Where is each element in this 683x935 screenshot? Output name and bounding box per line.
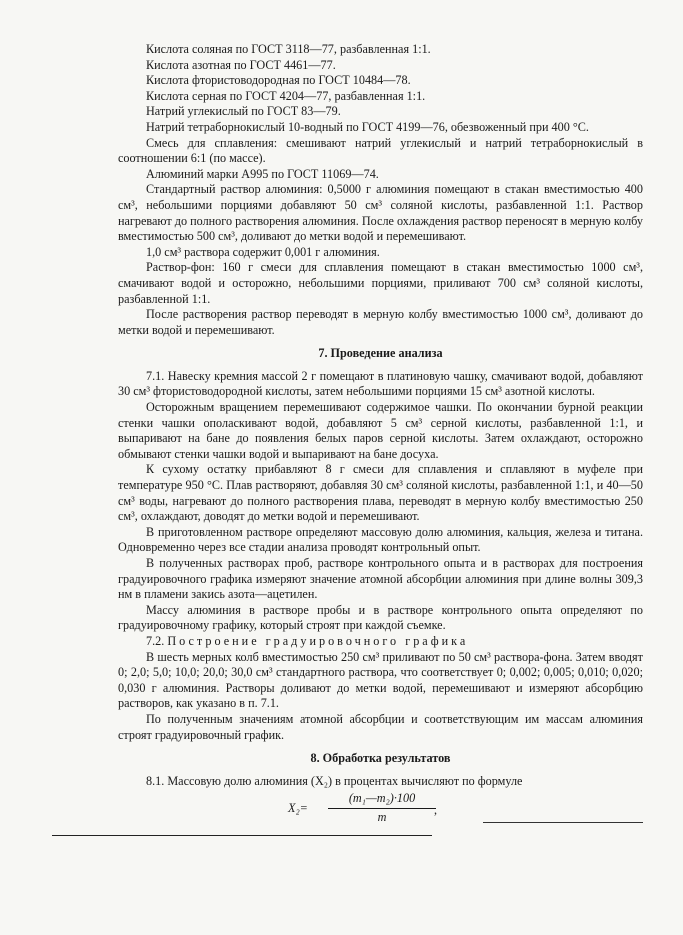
paragraph: 7.1. Навеску кремния массой 2 г помещают в платиновую чашку, смачивают водой, добавляют 30 см³ фтористоводородной кислоты, затем небольшими порциями 15 см³ азотной кислоты. [118,368,643,399]
paragraph: После растворения раствор переводят в мерную колбу вместимостью 1000 см³, доливают до метки водой и перемешивают. [118,307,643,337]
paragraph: 8.1. Массовую долю алюминия (X₂) в процентах вычисляют по формуле [146,773,523,788]
reagent-line: Кислота соляная по ГОСТ 3118—77, разбавленная 1:1. [146,42,431,56]
paragraph: 1,0 см³ раствора содержит 0,001 г алюминия. [146,244,380,259]
document-page [118,42,643,825]
paragraph: Массу алюминия в растворе пробы и в растворе контрольного опыта определяют по градуировочному графику, который строят при каждой съемке. [118,602,643,633]
paragraph: Раствор-фон: 160 г смеси для сплавления помещают в стакан вместимостью 1000 см³, смачивают водой и осторожно, небольшими порциями, приливают 700 см³ соляной кислоты, разбавленной 1:1. [118,260,643,306]
page-divider-right [483,822,643,823]
reagent-line: Кислота фтористоводородная по ГОСТ 10484—78. [146,73,411,88]
section-heading: 8. Обработка результатов [310,751,451,766]
paragraph: В приготовленном растворе определяют массовую долю алюминия, кальция, железа и титана. Одновременно через все стадии анализа проводят контрольный опыт. [118,524,643,555]
formula-comma: , [434,803,438,818]
paragraph: Натрий тетраборнокислый 10-водный по ГОСТ 4199—76, обезвоженный при 400 °С. [146,119,589,134]
formula [118,791,643,825]
subsection-title: Построение градуировочного графика [167,633,469,648]
reagent-line: Кислота серная по ГОСТ 4204—77, разбавленная 1:1. [146,88,426,103]
paragraph: В шесть мерных колб вместимостью 250 см³ приливают по 50 см³ раствора-фона. Затем вводят 0; 2,0; 5,0; 10,0; 20,0; 30,0 см³ стандартного раствора, что соответствует 0; 0,002; 0,005; 0,010; 0,020; 0,030 г алюминия. Растворы доливают до метки водой, перемешивают и измеряют абсорбцию растворов, как указано в п. 7.1. [118,649,643,711]
paragraph: Осторожным вращением перемешивают содержимое чашки. По окончании бурной реакции стенки чашки ополаскивают водой, добавляют 5 см³ серной кислоты, разбавленной 1:1, и выпаривают на бане до появления белых паров серной кислоты. Затем охлаждают, осторожно обмывают стенки чашки водой и выпаривают на бане досуха. [118,400,643,461]
subsection-number: 7.2. [146,633,165,648]
subsection-heading [118,634,643,650]
formula-fraction [328,791,436,825]
reagent-line: Кислота азотная по ГОСТ 4461—77. [146,57,336,72]
reagent-line: Натрий углекислый по ГОСТ 83—79. [146,104,341,119]
paragraph: По полученным значениям атомной абсорбции и соответствующим им массам алюминия строят градуировочный график. [118,711,643,742]
formula-lhs: X₂= [288,801,308,816]
formula-numerator: (m₁—m₂)·100 [328,791,436,809]
paragraph: Алюминий марки А995 по ГОСТ 11069—74. [146,166,379,181]
paragraph: В полученных растворах проб, растворе контрольного опыта и в растворах для построения градуировочного графика измеряют значение атомной абсорбции алюминия при длине волны 309,3 нм в пламени закись азота—ацетилен. [118,556,643,602]
page-divider [52,835,432,836]
paragraph: Смесь для сплавления: смешивают натрий углекислый и натрий тетраборнокислый в соотношении 6:1 (по массе). [118,135,643,166]
section-heading: 7. Проведение анализа [318,346,443,361]
paragraph: К сухому остатку прибавляют 8 г смеси для сплавления и сплавляют в муфеле при температуре 950 °С. Плав растворяют, добавляя 30 см³ соляной кислоты, разбавленной 1:1, и 40—50 см³ воды, нагревают до полного растворения плава, переводят в мерную колбу вместимостью 250 см³, охлаждают, доводят до метки водой и перемешивают. [118,462,643,524]
paragraph: Стандартный раствор алюминия: 0,5000 г алюминия помещают в стакан вместимостью 400 см³, небольшими порциями добавляют 50 см³ соляной кислоты, разбавленной 1:1. Раствор нагревают до полного растворения алюминия. После охлаждения раствор переносят в мерную колбу вместимостью 500 см³, доливают до метки водой и перемешивают. [118,182,643,244]
formula-denominator: m [377,809,387,824]
